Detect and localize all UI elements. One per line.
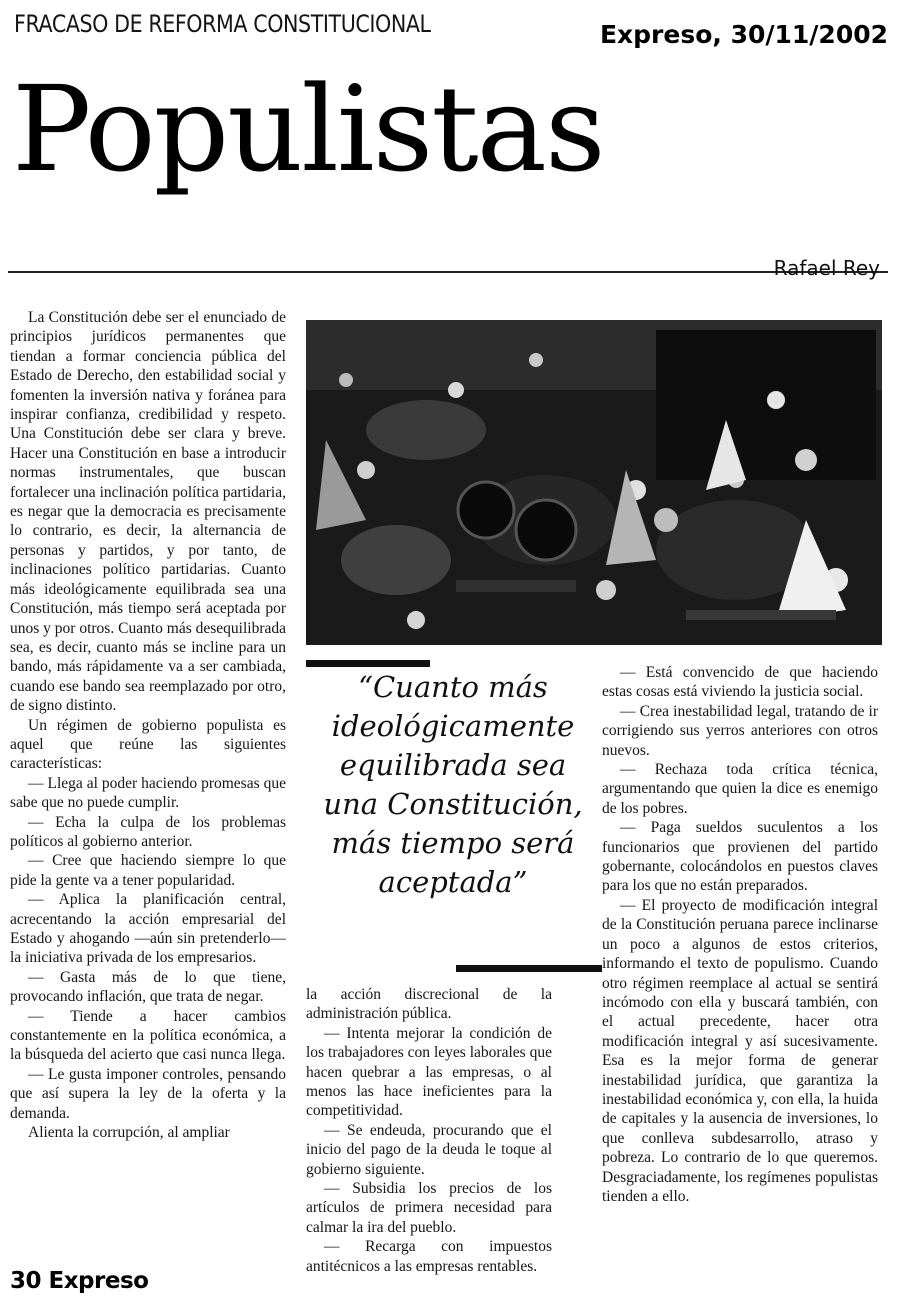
quote-rule-bottom [456, 965, 602, 972]
paragraph: — Está convencido de que haciendo estas cosas está viviendo la justicia social. [602, 664, 878, 701]
paragraph: — Cree que haciendo siempre lo que pide la gente va a tener popularidad. [10, 852, 286, 889]
paragraph: Alienta la corrupción, al ampliar [28, 1124, 230, 1142]
paragraph: — Crea inestabilidad legal, tratando de ir corrigiendo sus yerros anteriores con otros nuevos. [602, 702, 878, 759]
crowd-painting-image [306, 320, 882, 645]
section-kicker: FRACASO DE REFORMA CONSTITUCIONAL [14, 10, 431, 38]
article-column-2 [306, 985, 552, 1276]
byline: Rafael Rey [773, 256, 880, 280]
paragraph: — Tiende a hacer cambios constantemente en la política económica, a la búsqueda del acierto que casi nunca llega. [10, 1007, 286, 1064]
paragraph: — Aplica la planificación central, acrecentando la acción empresarial del Estado y ahogando —aún sin pretenderlo— la iniciativa privada de los empresarios. [10, 891, 286, 967]
article-column-1 [10, 308, 286, 1268]
paragraph: — El proyecto de modificación integral de la Constitución peruana parece inclinarse un poco a algunos de estos criterios, informando el texto de populismo. Cuando otro régimen reemplace al actual se sentirá incómodo con ella y buscará también, con el actual precedente, hacer otra modificación integral y así sucesivamente. Esa es la mejor forma de generar inestabilidad jurídica, que garantiza la inestabilidad económica y, con ella, la huida de capitales y la ausencia de inversiones, lo que conlleva subdesarrollo, atraso y pobreza. Lo contrario de lo que queremos. Desgraciadamente, los regímenes populistas tienden a ello. [602, 896, 878, 1205]
paragraph: la acción discrecional de la administración pública. [306, 986, 552, 1023]
paragraph: — Gasta más de lo que tiene, provocando inflación, que trata de negar. [10, 968, 286, 1006]
page-footer: 30 Expreso [10, 1268, 149, 1294]
paragraph: — Echa la culpa de los problemas políticos al gobierno anterior. [10, 813, 286, 850]
paragraph: — Se endeuda, procurando que el inicio del pago de la deuda le toque al gobierno siguiente. [306, 1121, 552, 1178]
paragraph: La Constitución debe ser el enunciado de principios jurídicos permanentes que tiendan a formar conciencia pública del Estado de Derecho, den estabilidad social y fomenten la inversión nativa y foránea para inspirar confianza, credibilidad y respeto. Una Constitución debe ser clara y breve. Hacer una Constitución en base a introducir normas instrumentales, que buscan fortalecer una inclinación política partidaria, es negar que la democracia es precisamente lo contrario, es decir, la alternancia de personas y partidos, y por tanto, de inclinaciones político partidarias. Cuanto más ideológicamente equilibrada sea una Constitución, más tiempo será aceptada por unos y por otros. Cuanto más desequilibrada sea, es decir, cuanto más se incline para un bando, más rápidamente va a ser cambiada, cuando ese bando sea reemplazado por otro, de signo distinto. [10, 309, 286, 715]
article-column-3 [602, 663, 878, 1206]
paragraph: Un régimen de gobierno populista es aquel que reúne las siguientes características: [10, 716, 286, 773]
paragraph: — Llega al poder haciendo promesas que sabe que no puede cumplir. [10, 774, 286, 812]
paragraph: — Recarga con impuestos antitécnicos a las empresas rentables. [306, 1238, 552, 1275]
headline-rule [8, 271, 888, 273]
paragraph: — Rechaza toda crítica técnica, argumentando que quien la dice es enemigo de los pobres. [602, 761, 878, 817]
article-photo [306, 320, 882, 645]
paragraph: — Subsidia los precios de los artículos de primera necesidad para calmar la ira del pueblo. [306, 1180, 552, 1236]
pull-quote: “Cuanto más ideológicamente equilibrada sea una Constitución, más tiempo será aceptada” [323, 670, 583, 899]
paragraph: — Le gusta imponer controles, pensando que así supera la ley de la oferta y la demanda. [10, 1065, 286, 1122]
source-dateline: Expreso, 30/11/2002 [599, 20, 888, 49]
paragraph: — Intenta mejorar la condición de los trabajadores con leyes laborales que hacen quebrar a las empresas, o al menos las hace ineficientes para la competitividad. [306, 1024, 552, 1120]
quote-rule-top [306, 660, 430, 667]
paragraph: — Paga sueldos suculentos a los funcionarios que provienen del partido gobernante, colocándolos en puestos claves para los que no están preparados. [602, 819, 878, 895]
headline: Populistas [12, 60, 604, 198]
